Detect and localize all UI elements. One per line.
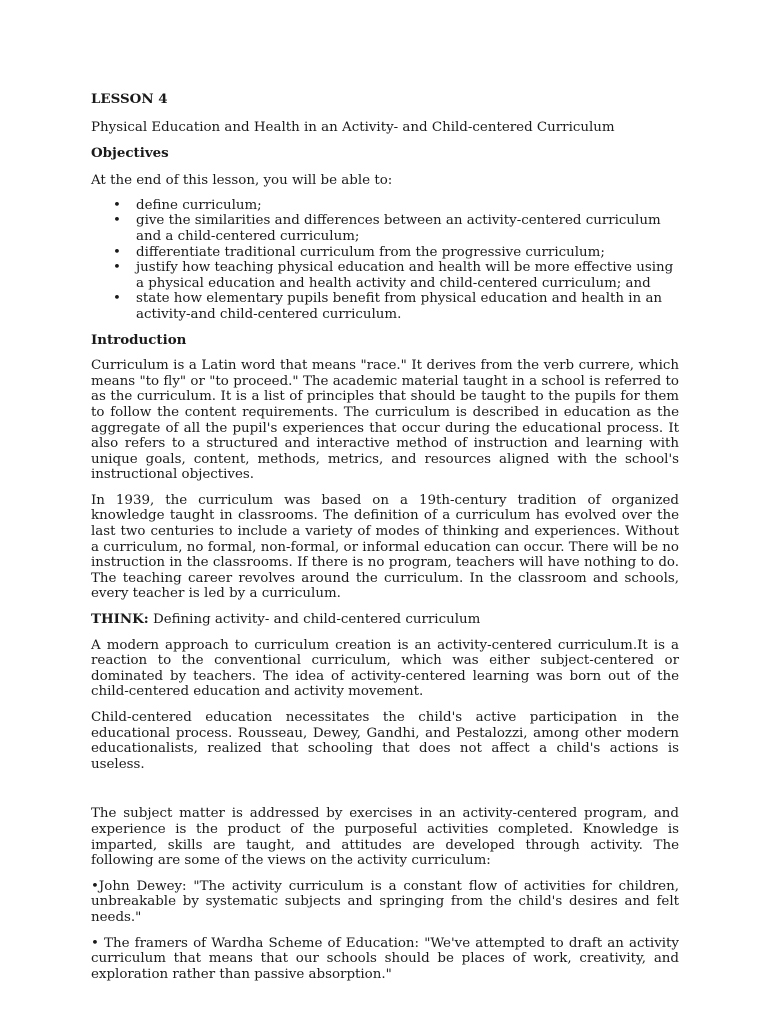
quote-wardha: • The framers of Wardha Scheme of Education: "We've attempted to draft an activity curriculum that means that our schools should be places of work, creativity, and exploration rather than passive absorption." xyxy=(91,935,679,982)
list-item xyxy=(91,260,679,291)
list-item xyxy=(91,213,679,244)
objective-text: differentiate traditional curriculum from the progressive curriculum; xyxy=(136,244,605,260)
think-paragraph: A modern approach to curriculum creation is an activity-centered curriculum.It is a reaction to the conventional curriculum, which was either subject-centered or dominated by teachers. The idea of activity-centered learning was born out of the child-centered education and activity movement. xyxy=(91,637,679,700)
document-page xyxy=(91,92,679,982)
bullet-icon: • xyxy=(113,244,121,260)
objectives-list xyxy=(91,198,679,323)
think-title: Defining activity- and child-centered curriculum xyxy=(148,612,481,628)
introduction-paragraph: Curriculum is a Latin word that means "race." It derives from the verb currere, which means "to fly" or "to proceed." The academic material taught in a school is referred to as the curriculum. It is a list of principles that should be taught to the pupils for them to follow the content requirements. The curriculum is described in education as the aggregate of all the pupil's experiences that occur during the educational process. It also refers to a structured and interactive method of instruction and learning with unique goals, content, methods, metrics, and resources aligned with the school's instructional objectives. xyxy=(91,358,679,483)
list-item xyxy=(91,198,679,214)
think-heading xyxy=(91,612,679,628)
think-paragraph: The subject matter is addressed by exercises in an activity-centered program, and experience is the product of the purposeful activities completed. Knowledge is imparted, skills are taught, and attitudes are developed through activity. The following are some of the views on the activity curriculum: xyxy=(91,806,679,869)
bullet-icon: • xyxy=(113,197,121,213)
quote-dewey: •John Dewey: "The activity curriculum is a constant flow of activities for children, unbreakable by systematic subjects and springing from the child's desires and felt needs." xyxy=(91,878,679,925)
introduction-heading: Introduction xyxy=(91,331,187,348)
introduction-paragraph: In 1939, the curriculum was based on a 19th-century tradition of organized knowledge taught in classrooms. The definition of a curriculum has evolved over the last two centuries to include a variety of modes of thinking and experiences. Without a curriculum, no formal, non-formal, or informal education can occur. There will be no instruction in the classrooms. If there is no program, teachers will have nothing to do. The teaching career revolves around the curriculum. In the classroom and schools, every teacher is led by a curriculum. xyxy=(91,492,679,602)
objectives-heading: Objectives xyxy=(91,144,169,161)
think-label: THINK: xyxy=(91,611,149,628)
bullet-icon: • xyxy=(113,260,121,276)
list-item xyxy=(91,291,679,322)
objective-text: state how elementary pupils benefit from physical education and health in an activity-and child-centered curriculum. xyxy=(136,291,663,322)
objective-text: give the similarities and differences between an activity-centered curriculum and a child-centered curriculum; xyxy=(136,213,661,244)
blank-gap xyxy=(91,772,679,796)
lesson-label: LESSON 4 xyxy=(91,91,168,107)
objective-text: justify how teaching physical education and health will be more effective using a physical education and health activity and child-centered curriculum; and xyxy=(136,260,674,291)
bullet-icon: • xyxy=(113,291,121,307)
objective-text: define curriculum; xyxy=(136,197,262,213)
lesson-title: Physical Education and Health in an Activity- and Child-centered Curriculum xyxy=(91,120,615,135)
think-paragraph: Child-centered education necessitates the child's active participation in the educational process. Rousseau, Dewey, Gandhi, and Pestalozzi, among other modern educationalists, realized that schooling that does not affect a child's actions is useless. xyxy=(91,710,679,772)
bullet-icon: • xyxy=(113,213,121,229)
list-item xyxy=(91,245,679,261)
objectives-intro: At the end of this lesson, you will be able to: xyxy=(91,173,393,189)
